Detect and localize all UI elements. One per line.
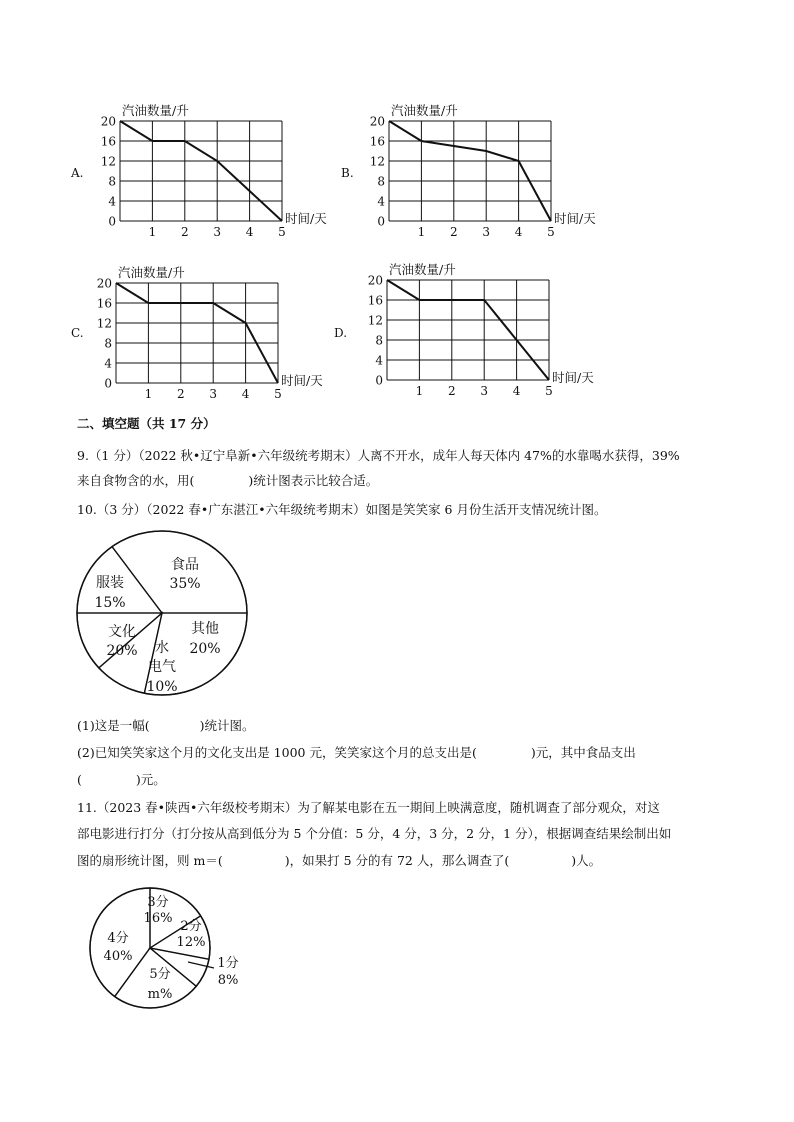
x-tick-label: 4 — [241, 387, 250, 401]
line-chart-a — [101, 103, 327, 239]
q11-line3 — [77, 851, 601, 869]
q10-sub2-a: (2)已知笑笑家这个月的文化支出是 1000 元，笑笑家这个月的总支出是( — [77, 745, 477, 760]
y-tick-label: 20 — [100, 114, 116, 129]
x-tick-label: 4 — [514, 225, 523, 239]
q10-sub2 — [77, 743, 636, 761]
pie-label-name: 2分 — [180, 919, 202, 934]
pie-label-name: 水 — [155, 640, 169, 656]
x-tick-label: 3 — [480, 384, 489, 398]
series-line — [389, 121, 551, 221]
x-tick-label: 3 — [209, 387, 218, 401]
option-label-d: D. — [334, 326, 348, 340]
y-tick-label: 16 — [100, 134, 116, 149]
y-axis-title: 汽油数量/升 — [118, 265, 185, 280]
x-tick-label: 1 — [148, 225, 157, 239]
y-tick-label: 12 — [100, 154, 116, 169]
q10-sub1 — [77, 716, 254, 734]
y-tick-label: 4 — [375, 353, 383, 368]
pie-label-value: 35% — [169, 576, 201, 592]
pie-label-value: 16% — [143, 911, 173, 926]
x-axis-title: 时间/天 — [285, 211, 327, 226]
y-tick-label: 0 — [375, 373, 383, 388]
pie-label-name: 文化 — [108, 624, 136, 640]
q11-line2: 部电影进行打分（打分按从高到低分为 5 个分值：5 分，4 分，3 分，2 分，1 分），根据调查结果绘制出如 — [77, 826, 672, 841]
x-tick-label: 1 — [417, 225, 426, 239]
q9-text-b: )统计图表示比较合适。 — [248, 473, 379, 488]
x-tick-label: 2 — [180, 225, 189, 239]
y-tick-label: 12 — [96, 316, 112, 331]
q10-sub1-a: (1)这是一幅( — [77, 718, 150, 733]
q10-sub2-cont — [77, 770, 166, 788]
y-axis-title: 汽油数量/升 — [391, 103, 458, 118]
y-tick-label: 20 — [369, 114, 385, 129]
y-tick-label: 8 — [375, 333, 383, 348]
y-tick-label: 0 — [104, 376, 112, 391]
option-label-b: B. — [341, 166, 354, 180]
pie-label-name: 服装 — [96, 575, 124, 591]
x-axis-title: 时间/天 — [554, 211, 596, 226]
pie-label-value: 20% — [189, 641, 221, 657]
series-line — [387, 280, 549, 380]
x-tick-label: 3 — [482, 225, 491, 239]
series-line — [120, 121, 282, 221]
y-axis-title: 汽油数量/升 — [122, 103, 189, 118]
option-label-c: C. — [71, 326, 84, 340]
pie-label-name: 食品 — [171, 557, 199, 573]
x-tick-label: 3 — [213, 225, 222, 239]
series-line — [116, 283, 278, 383]
q11-text-c: )人。 — [571, 853, 602, 868]
q10-title: 10.（3 分）（2022 春•广东湛江•六年级统考期末）如图是笑笑家 6 月份生活开支情况统计图。 — [77, 502, 607, 517]
pie-label-value: 40% — [103, 949, 133, 964]
y-tick-label: 16 — [367, 293, 383, 308]
x-tick-label: 5 — [545, 384, 553, 398]
q9-line2 — [77, 471, 378, 489]
pie-chart-ratings — [80, 880, 280, 1030]
pie-label-name: 其他 — [191, 621, 219, 637]
x-axis-title: 时间/天 — [552, 370, 594, 385]
pie-label-name: 1分 — [217, 956, 239, 971]
pie-label-value: 20% — [106, 643, 138, 659]
y-axis-title: 汽油数量/升 — [389, 262, 456, 277]
line-chart-c — [97, 265, 323, 401]
y-tick-label: 16 — [369, 134, 385, 149]
x-tick-label: 1 — [144, 387, 153, 401]
q10-sub2-d: )元。 — [135, 772, 166, 787]
pie-label-value: 15% — [94, 595, 126, 611]
y-tick-label: 0 — [377, 214, 385, 229]
x-tick-label: 2 — [176, 387, 185, 401]
y-tick-label: 8 — [377, 174, 385, 189]
y-tick-label: 16 — [96, 296, 112, 311]
q10-sub1-b: )统计图。 — [199, 718, 255, 733]
pie-label-value: 8% — [217, 973, 239, 988]
y-tick-label: 12 — [367, 313, 383, 328]
y-tick-label: 4 — [104, 356, 112, 371]
pie-label-name: 4分 — [107, 931, 129, 946]
y-tick-label: 4 — [377, 194, 385, 209]
q11-text-a: 图的扇形统计图，则 m＝( — [77, 853, 223, 868]
y-tick-label: 8 — [104, 336, 112, 351]
q10-sub2-b: )元，其中食品支出 — [530, 745, 636, 760]
y-tick-label: 20 — [367, 273, 383, 288]
x-tick-label: 5 — [278, 225, 286, 239]
pie-label-name: 5分 — [149, 967, 171, 982]
leader-line — [188, 962, 214, 968]
q11-text-b: )，如果打 5 分的有 72 人，那么调查了( — [284, 853, 510, 868]
x-tick-label: 5 — [547, 225, 555, 239]
pie-chart-expenses — [75, 528, 250, 698]
q10-sub2-c: ( — [77, 772, 82, 787]
y-tick-label: 4 — [108, 194, 116, 209]
y-tick-label: 8 — [108, 174, 116, 189]
line-chart-b — [370, 103, 596, 239]
y-tick-label: 0 — [108, 214, 116, 229]
x-tick-label: 1 — [415, 384, 424, 398]
pie-label-value: 10% — [146, 679, 178, 695]
q9-line1: 9.（1 分）（2022 秋•辽宁阜新•六年级统考期末）人离不开水，成年人每天体内 47%的水靠喝水获得，39% — [77, 448, 680, 463]
pie-label-value: 12% — [176, 935, 206, 950]
pie-label-name: 3分 — [147, 895, 169, 910]
y-tick-label: 20 — [96, 276, 112, 291]
x-tick-label: 5 — [274, 387, 282, 401]
x-tick-label: 4 — [512, 384, 521, 398]
x-tick-label: 4 — [245, 225, 254, 239]
x-axis-title: 时间/天 — [281, 373, 323, 388]
x-tick-label: 2 — [449, 225, 458, 239]
x-tick-label: 2 — [447, 384, 456, 398]
line-chart-d — [368, 262, 594, 398]
section-heading: 二、填空题（共 17 分） — [77, 416, 216, 431]
q9-text-a: 来自食物含的水，用( — [77, 473, 195, 488]
y-tick-label: 12 — [369, 154, 385, 169]
option-label-a: A. — [71, 166, 84, 180]
pie-label-name: 电气 — [148, 659, 176, 675]
q11-line1: 11.（2023 春•陕西•六年级校考期末）为了解某电影在五一期间上映满意度，随机调查了部分观众，对这 — [77, 800, 660, 815]
pie-label-value: m% — [147, 987, 173, 1002]
